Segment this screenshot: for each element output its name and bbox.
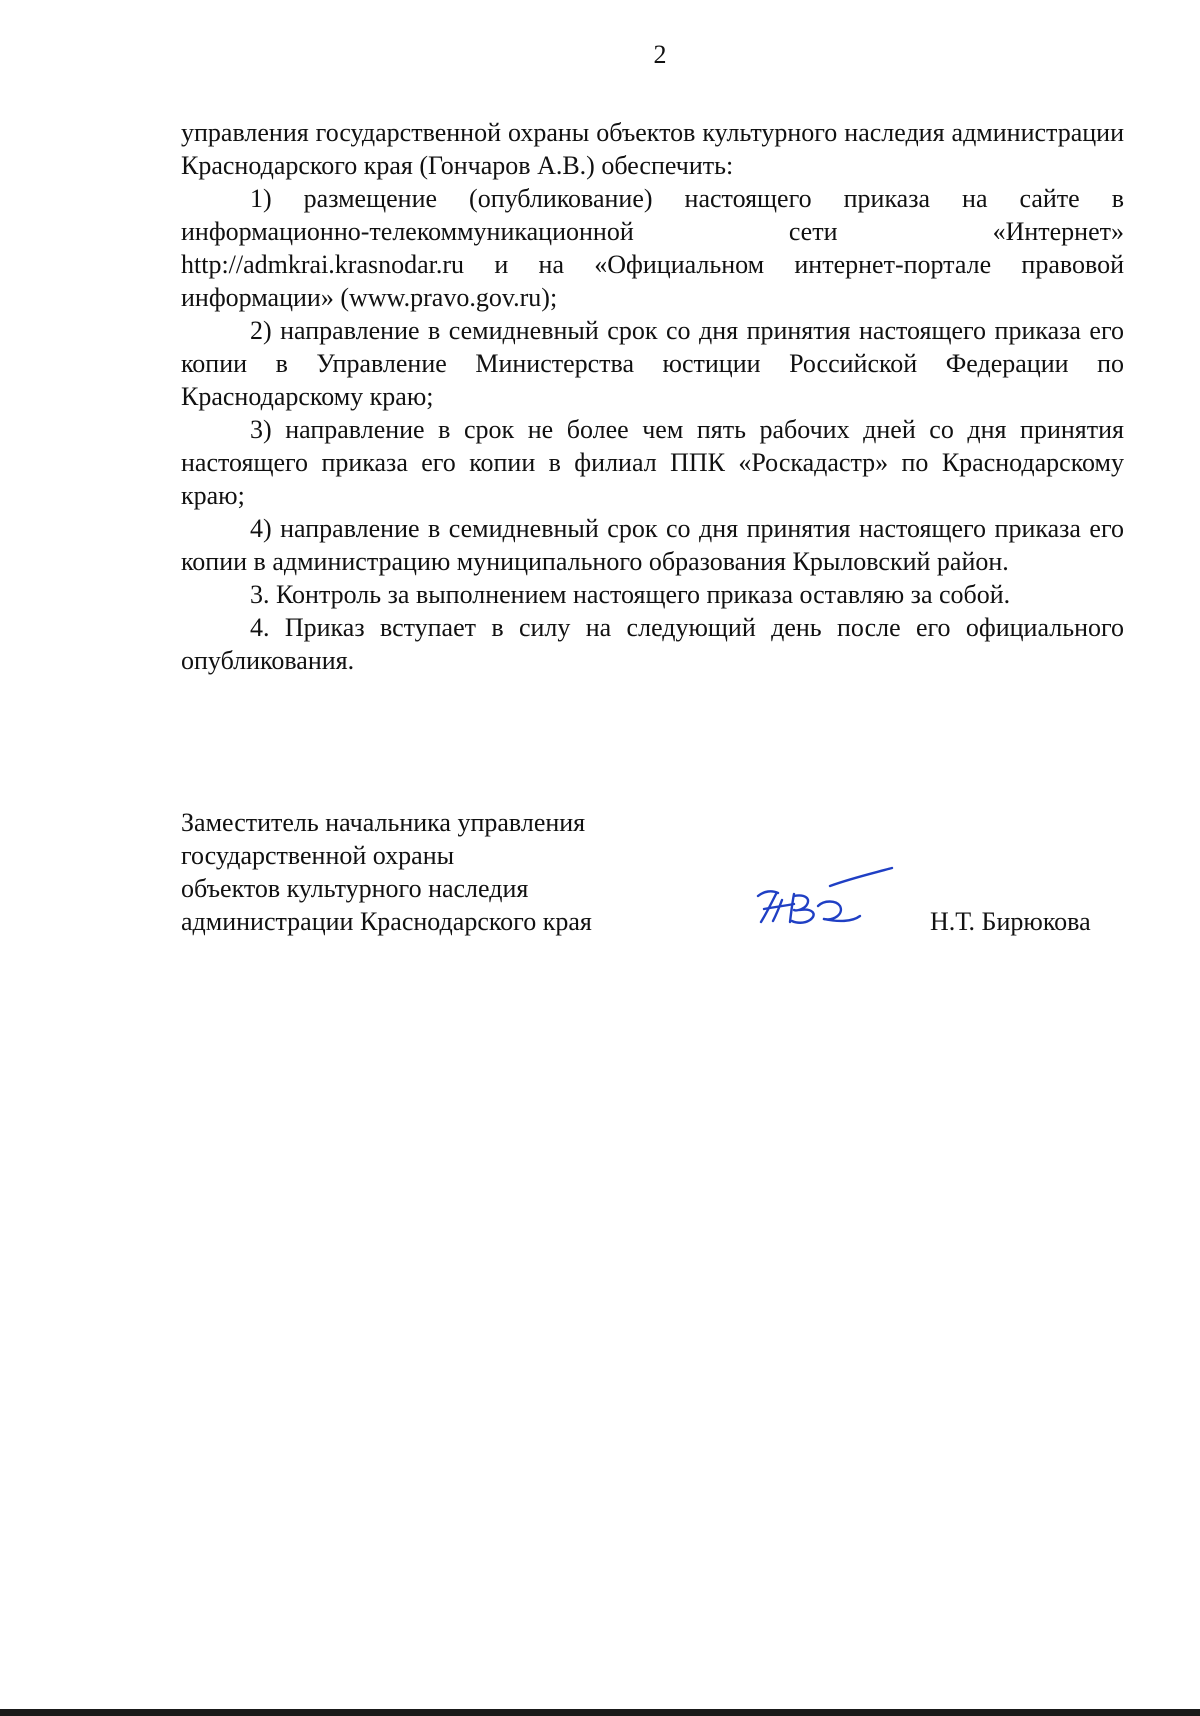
paragraph-item-3: 3) направление в срок не более чем пять рабочих дней со дня принятия настоящего приказа его копии в филиал ППК «Роскадастр» по Краснодарскому краю; bbox=[181, 415, 1124, 510]
position-line: Заместитель начальника управления bbox=[181, 808, 586, 837]
paragraph-effective-clause: 4. Приказ вступает в силу на следующий день после его официального опубликования. bbox=[181, 613, 1124, 675]
signer-name: Н.Т. Бирюкова bbox=[930, 907, 1091, 936]
paragraph-item-4: 4) направление в семидневный срок со дня принятия настоящего приказа его копии в администрацию муниципального образования Крыловский район. bbox=[181, 514, 1124, 576]
position-line: объектов культурного наследия bbox=[181, 874, 529, 903]
paragraph-item-1-lead: 1) размещение (опубликование) настоящего приказа на сайте в bbox=[250, 184, 1124, 213]
position-line: администрации Краснодарского края bbox=[181, 907, 592, 936]
handwritten-signature bbox=[752, 864, 902, 934]
paragraph-item-2: 2) направление в семидневный срок со дня принятия настоящего приказа его копии в Управление Министерства юстиции Российской Федерации по Краснодарскому краю; bbox=[181, 316, 1124, 411]
paragraph-intro: управления государственной охраны объектов культурного наследия администрации Краснодарского края (Гончаров А.В.) обеспечить: bbox=[181, 118, 1124, 180]
document-body bbox=[181, 116, 1124, 677]
scan-bottom-edge bbox=[0, 1709, 1200, 1716]
signatory-position bbox=[181, 806, 592, 938]
paragraph-item-1-spread: информационно-телекоммуникационной сети «Интернет» bbox=[181, 217, 1124, 246]
paragraph-control-clause: 3. Контроль за выполнением настоящего приказа оставляю за собой. bbox=[250, 580, 1011, 609]
position-line: государственной охраны bbox=[181, 841, 455, 870]
paragraph-item-1-tail: http://admkrai.krasnodar.ru и на «Официальном интернет-портале правовой информации» (www.pravo.gov.ru); bbox=[181, 250, 1124, 312]
page-number: 2 bbox=[653, 40, 667, 69]
